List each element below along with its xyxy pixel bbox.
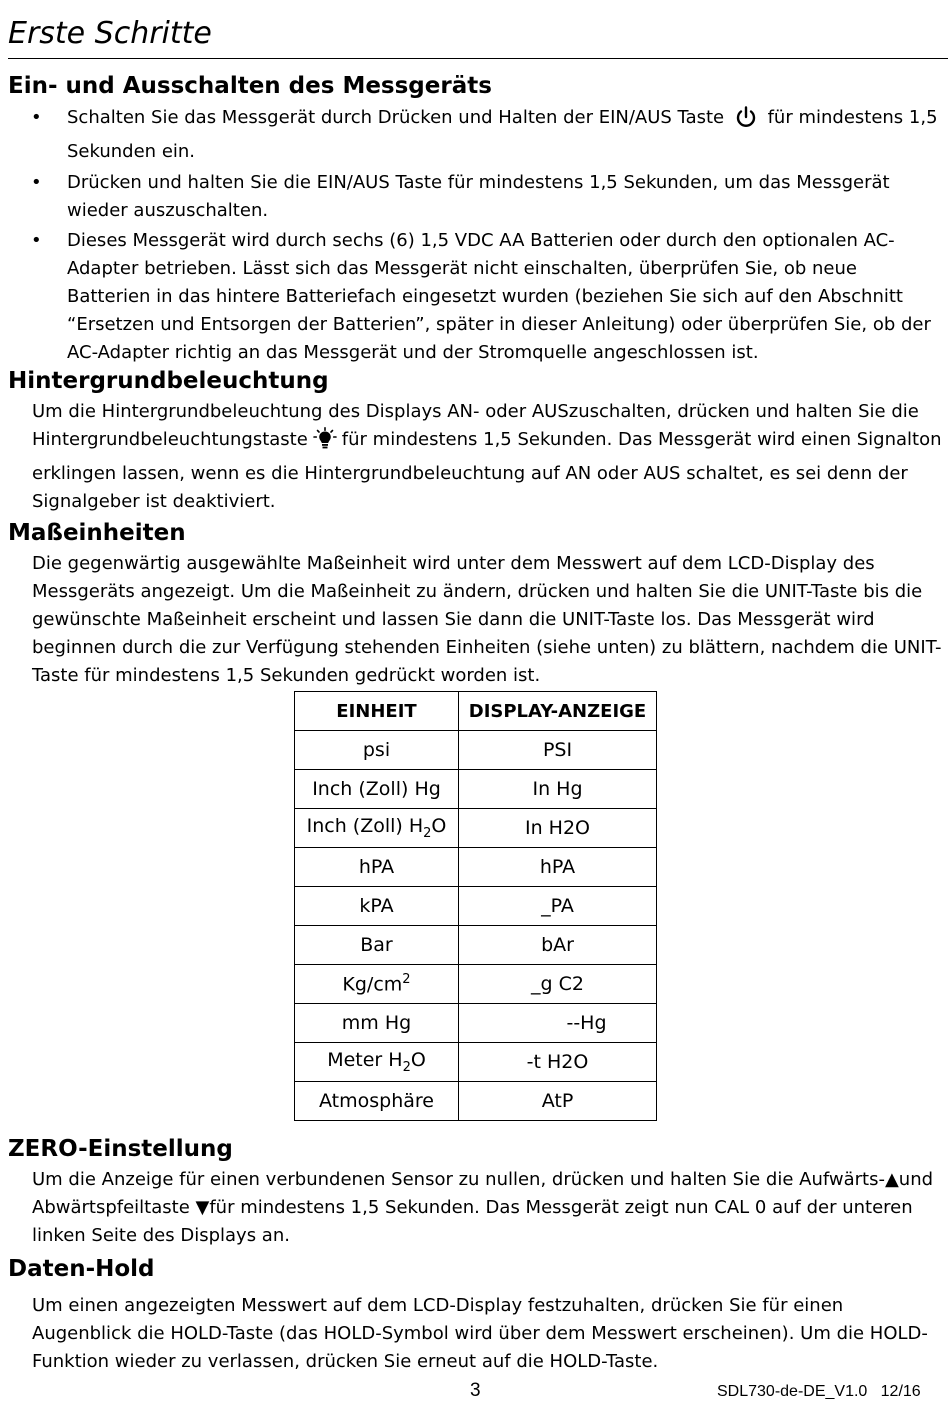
power-icon <box>734 105 758 138</box>
table-row <box>295 965 657 1004</box>
hold-paragraph: Um einen angezeigten Messwert auf dem LCD-Display festzuhalten, drücken Sie für einen Augenblick die HOLD-Taste (das HOLD-Symbol wird über dem Messwert erscheinen). Um die HOLD-Funktion wieder zu verlassen, drücken Sie erneut auf die HOLD-Taste. <box>32 1295 928 1372</box>
table-row <box>295 731 657 770</box>
bullet-dot: • <box>31 230 42 251</box>
arrow-down-icon: ▼ <box>195 1197 210 1218</box>
page-number: 3 <box>470 1380 481 1401</box>
zero-paragraph: Um die Anzeige für einen verbundenen Sensor zu nullen, drücken und halten Sie die Aufwärts-▲und Abwärtspfeiltaste ▼für mindestens 1,5 Sekunden. Das Messgerät zeigt nun CAL 0 auf der unteren linken Seite des Displays an. <box>32 1169 934 1246</box>
unit-cell: psi <box>295 731 459 770</box>
table-row <box>295 1004 657 1043</box>
unit-cell: hPA <box>295 848 459 887</box>
display-cell: hPA <box>459 848 657 887</box>
display-cell: _PA <box>459 887 657 926</box>
display-cell: AtP <box>459 1082 657 1121</box>
table-row <box>295 809 657 848</box>
unit-cell: kPA <box>295 887 459 926</box>
list-item: • Schalten Sie das Messgerät durch Drücken und Halten der EIN/AUS Taste für mindestens 1,5 Sekunden ein. <box>28 104 943 166</box>
table-header-row <box>295 692 657 731</box>
display-cell: -t H2O <box>459 1043 657 1082</box>
document-id: SDL730-de-DE_V1.0 12/16 <box>717 1383 921 1400</box>
bulb-icon <box>312 427 338 460</box>
units-paragraph: Die gegenwärtig ausgewählte Maßeinheit wird unter dem Messwert auf dem LCD-Display des Messgeräts angezeigt. Um die Maßeinheit zu ändern, drücken und halten Sie die UNIT-Taste bis die gewünschte Maßeinheit erscheint und lassen Sie dann die UNIT-Taste los. Das Messgerät wird beginnen durch die zur Verfügung stehenden Einheiten (siehe unten) zu blättern, nachdem die UNIT-Taste für mindestens 1,5 Sekunden gedrückt worden ist. <box>32 553 942 686</box>
arrow-up-icon: ▲ <box>884 1169 899 1190</box>
table-row <box>295 1082 657 1121</box>
page-title: Erste Schritte <box>8 16 212 51</box>
display-cell: --Hg <box>459 1004 657 1043</box>
display-cell: In Hg <box>459 770 657 809</box>
unit-cell: Inch (Zoll) $H_2O$ <box>295 809 459 848</box>
unit-cell: Meter $H_2O$ <box>295 1043 459 1082</box>
list-item: • Drücken und halten Sie die EIN/AUS Taste für mindestens 1,5 Sekunden, um das Messgerät wieder auszuschalten. <box>28 169 943 225</box>
section-heading-units: Maßeinheiten <box>8 520 186 546</box>
table-row <box>295 848 657 887</box>
section-heading-backlight: Hintergrundbeleuchtung <box>8 368 329 394</box>
bullet-dot: • <box>31 107 42 128</box>
section-heading-zero: ZERO-Einstellung <box>8 1136 233 1162</box>
units-table <box>294 691 657 1121</box>
display-cell: bAr <box>459 926 657 965</box>
column-header-display: DISPLAY-ANZEIGE <box>459 692 657 731</box>
section-heading-power: Ein- und Ausschalten des Messgeräts <box>8 73 492 99</box>
table-row <box>295 1043 657 1082</box>
title-rule <box>8 58 948 59</box>
unit-cell: Inch (Zoll) Hg <box>295 770 459 809</box>
power-bullet-list <box>28 104 943 370</box>
unit-cell: mm Hg <box>295 1004 459 1043</box>
bullet-dot: • <box>31 171 42 193</box>
list-item: • Dieses Messgerät wird durch sechs (6) 1,5 VDC AA Batterien oder durch den optionalen AC-Adapter betrieben. Lässt sich das Messgerät nicht einschalten, überprüfen Sie, ob neue Batterien in das hintere Batteriefach eingesetzt wurden (beziehen Sie sich auf den Abschnitt “Ersetzen und Entsorgen der Batterien”, später in dieser Anleitung) oder überprüfen Sie, ob der AC-Adapter richtig an das Messgerät und der Stromquelle angeschlossen ist. <box>28 227 943 367</box>
display-cell: PSI <box>459 731 657 770</box>
display-cell: In H2O <box>459 809 657 848</box>
backlight-paragraph: Um die Hintergrundbeleuchtung des Displays AN- oder AUSzuschalten, drücken und halten Sie die Hintergrundbeleuchtungstaste für mindestens 1,5 Sekunden. Das Messgerät wird einen Signalton erklingen lassen, wenn es die Hintergrundbeleuchtung auf AN oder AUS schaltet, es sei denn der Signalgeber ist deaktiviert. <box>32 401 942 512</box>
unit-cell: Bar <box>295 926 459 965</box>
unit-cell: Atmosphäre <box>295 1082 459 1121</box>
unit-cell: $Kg/cm^2$ <box>295 965 459 1004</box>
table-row <box>295 770 657 809</box>
table-row <box>295 887 657 926</box>
table-row <box>295 926 657 965</box>
section-heading-hold: Daten-Hold <box>8 1256 155 1282</box>
display-cell: _g C2 <box>459 965 657 1004</box>
column-header-unit: EINHEIT <box>295 692 459 731</box>
